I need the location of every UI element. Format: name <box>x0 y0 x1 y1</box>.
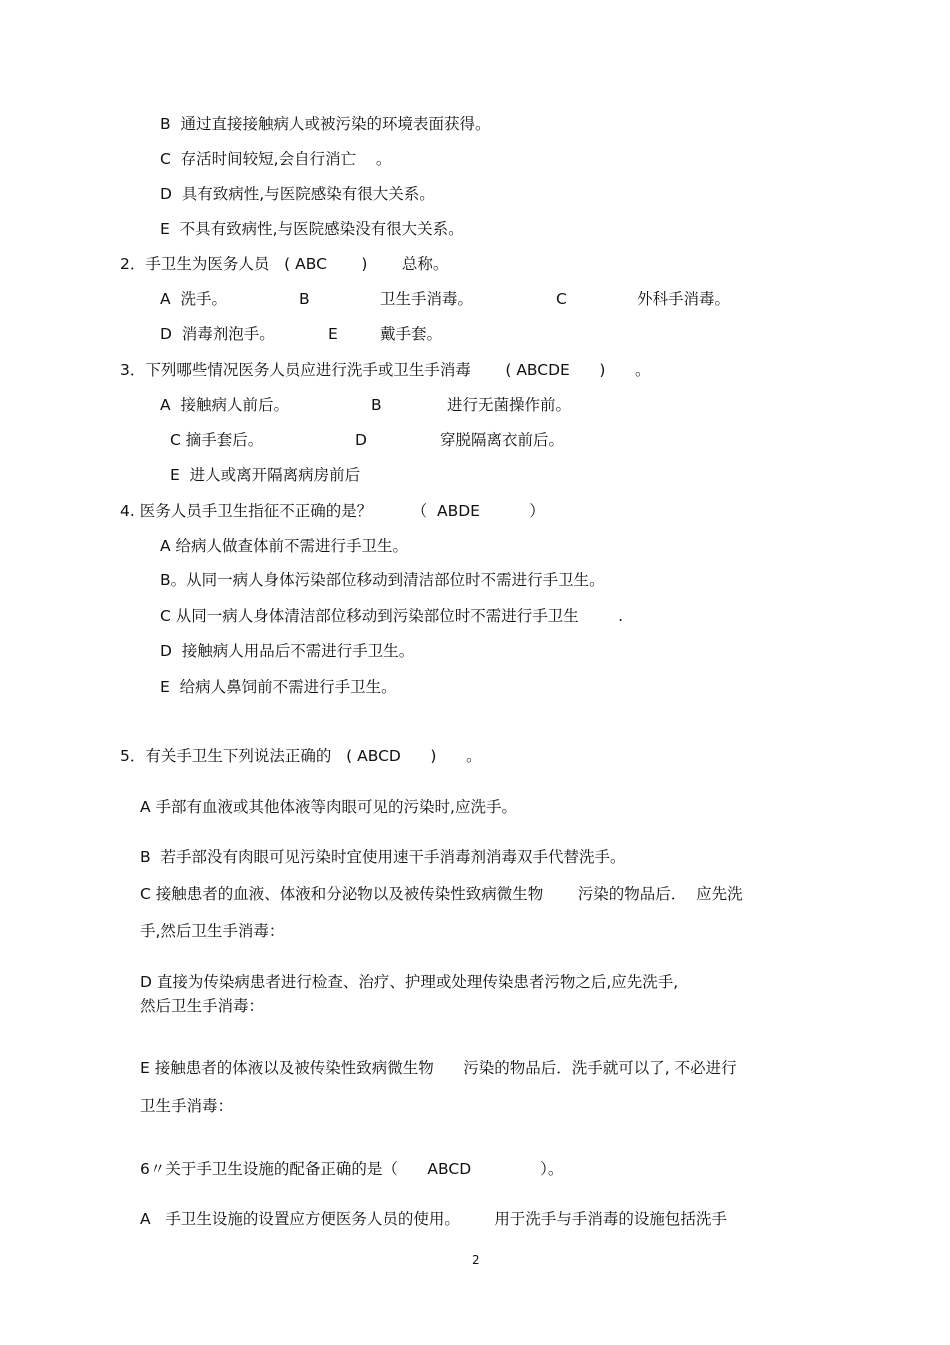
option-3a: A 接触病人前后。 <box>160 396 289 414</box>
option-2b-text: 卫生手消毒。 <box>380 290 474 308</box>
option-3b-text: 进行无菌操作前。 <box>447 396 572 414</box>
option-5b: B 若手部没有肉眼可见污染时宜使用速干手消毒剂消毒双手代替洗手。 <box>140 848 626 866</box>
option-5e-line1: E 接触患者的体液以及被传染性致病微生物 污染的物品后．洗手就可以了, 不必进行 <box>140 1059 737 1077</box>
option-2e-text: 戴手套。 <box>380 325 443 343</box>
option-3d-letter: D <box>355 431 367 449</box>
page-number: 2 <box>472 1253 480 1267</box>
option-1b: B 通过直接接触病人或被污染的环境表面获得。 <box>160 115 491 133</box>
option-1d: D 具有致病性,与医院感染有很大关系。 <box>160 185 435 203</box>
question-6: 6〃关于手卫生设施的配备正确的是（ ABCD ）。 <box>140 1160 564 1178</box>
question-3: 3．下列哪些情况医务人员应进行洗手或卫生手消毒 ( ABCDE ) 。 <box>120 361 651 379</box>
option-5c-line1: C 接触患者的血液、体液和分泌物以及被传染性致病微生物 污染的物品后． 应先洗 <box>140 885 743 903</box>
option-4b: B。从同一病人身体污染部位移动到清洁部位时不需进行手卫生。 <box>160 571 605 589</box>
option-4c: C 从同一病人身体清洁部位移动到污染部位时不需进行手卫生 . <box>160 607 624 625</box>
option-4d: D 接触病人用品后不需进行手卫生。 <box>160 642 415 660</box>
question-4: 4. 医务人员手卫生指征不正确的是？ （ ABDE ） <box>120 502 545 520</box>
question-2: 2．手卫生为医务人员 ( ABC ) 总称。 <box>120 255 449 273</box>
option-2c-letter: C <box>556 290 567 308</box>
option-5a: A 手部有血液或其他体液等肉眼可见的污染时,应洗手。 <box>140 798 517 816</box>
option-3d-text: 穿脱隔离衣前后。 <box>440 431 565 449</box>
option-3b-letter: B <box>371 396 382 414</box>
option-2c-text: 外科手消毒。 <box>637 290 731 308</box>
option-1c: C 存活时间较短,会自行消亡 。 <box>160 150 392 168</box>
option-6a: A 手卫生设施的设置应方便医务人员的使用。 用于洗手与手消毒的设施包括洗手 <box>140 1210 727 1228</box>
option-2e-letter: E <box>328 325 338 343</box>
option-4e: E 给病人鼻饲前不需进行手卫生。 <box>160 678 397 696</box>
option-5d-line1: D 直接为传染病患者进行检查、治疗、护理或处理传染患者污物之后,应先洗手, <box>140 973 679 991</box>
option-4a: A 给病人做查体前不需进行手卫生。 <box>160 537 409 555</box>
option-2a: A 洗手。 <box>160 290 227 308</box>
question-5: 5．有关手卫生下列说法正确的 ( ABCD ) 。 <box>120 747 482 765</box>
option-3c: C 摘手套后。 <box>170 431 264 449</box>
option-1e: E 不具有致病性,与医院感染没有很大关系。 <box>160 220 464 238</box>
option-5c-line2: 手,然后卫生手消毒： <box>140 922 285 940</box>
option-5d-line2: 然后卫生手消毒： <box>140 997 265 1015</box>
option-2d: D 消毒剂泡手。 <box>160 325 275 343</box>
option-2b-letter: B <box>299 290 310 308</box>
option-3e: E 进人或离开隔离病房前后 <box>170 466 361 484</box>
option-5e-line2: 卫生手消毒： <box>140 1097 234 1115</box>
